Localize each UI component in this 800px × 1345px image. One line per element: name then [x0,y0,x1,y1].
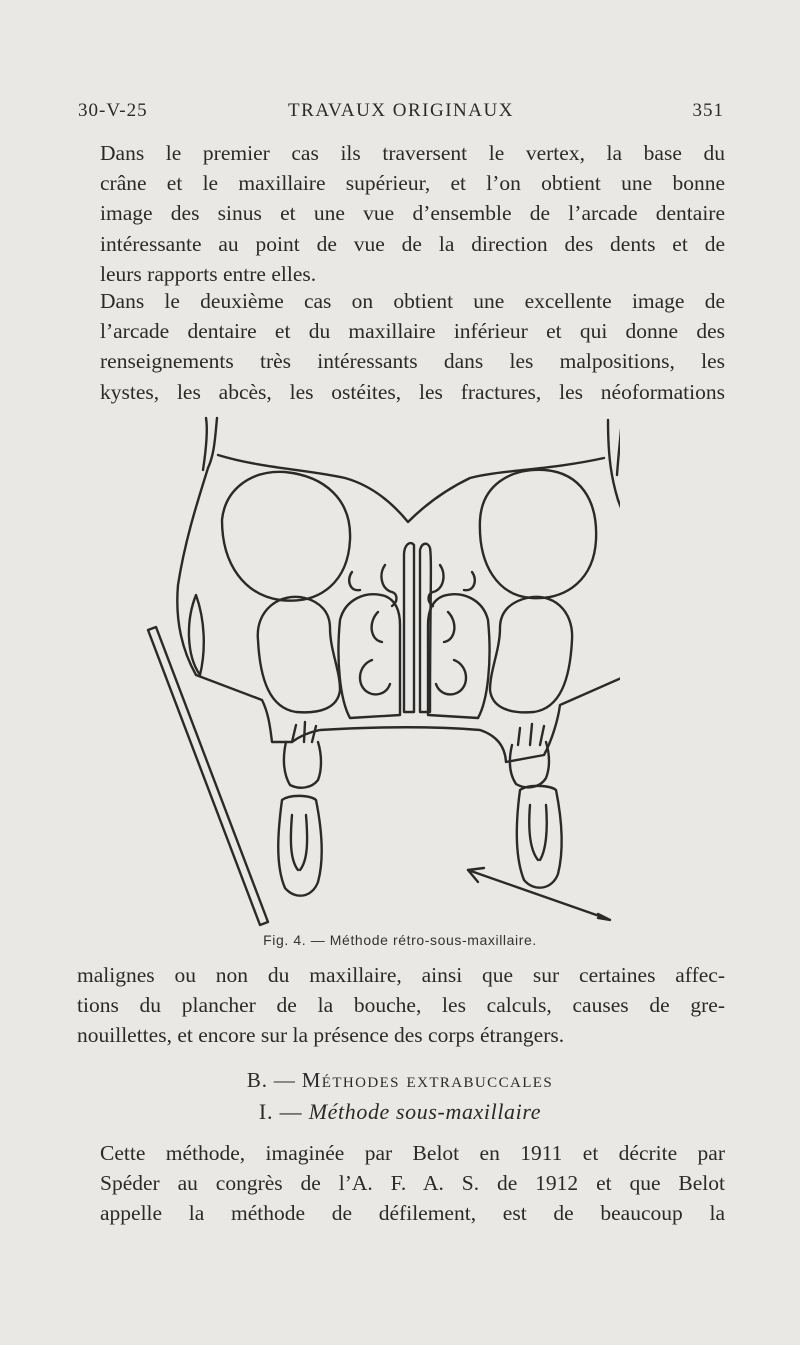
text-line: appelle la méthode de défilement, est de beaucoup la [100,1201,725,1226]
left-upper-tooth [284,742,321,788]
section-heading-b [0,1068,800,1093]
section-heading-i [0,1099,800,1125]
right-upper-tooth-roots [518,724,544,745]
header-date: 30-V-25 [78,100,148,121]
right-upper-tooth [510,742,549,787]
left-lower-tooth-canal [291,815,307,870]
paragraph-1 [77,138,725,289]
brow-line [218,455,604,522]
text-line: Dans le premier cas ils traversent le vertex, la base du [100,141,725,165]
left-maxillary-sinus [258,597,340,713]
text-line: image des sinus et une vue d’ensemble de l’arcade dentaire [100,201,725,226]
text-line: Spéder au congrès de l’A. F. A. S. de 1912 et que Belot [100,1171,725,1196]
left-turbinate-upper [381,565,396,606]
right-maxillary-sinus [490,597,572,713]
skull-cross-section-figure [140,410,620,930]
text-line: nouillettes, et encore sur la présence des corps étrangers. [77,1023,565,1048]
text-line: crâne et le maxillaire supérieur, et l’on obtient une bonne [100,171,725,196]
ray-arrow-tail [598,914,610,920]
text-line: leurs rapports entre elles. [100,261,317,286]
text-line: intéressante au point de vue de la direction des dents et de [100,231,725,256]
nasal-septum-right [420,544,431,712]
ray-arrow [468,870,605,918]
section-prefix: B. — [246,1068,296,1092]
right-turbinate-middle [444,612,454,642]
right-lower-tooth [517,786,562,888]
page-number: 351 [692,100,724,121]
paragraph-2 [77,286,725,407]
right-ethmoid-scroll [464,572,475,590]
section-title: Méthode sous-maxillaire [308,1099,542,1124]
section-prefix: I. — [258,1099,303,1124]
left-ethmoid-scroll [349,572,360,590]
section-title: Méthodes extrabuccales [301,1068,554,1092]
right-lower-tooth-canal [529,805,546,860]
text-line: kystes, les abcès, les ostéites, les fractures, les néoformations [100,379,725,404]
film-plate [148,627,268,925]
paragraph-4 [77,1138,725,1229]
left-turbinate-middle [372,612,382,642]
left-turbinate-lower [360,660,390,694]
text-line: l’arcade dentaire et du maxillaire inférieur et qui donne des [100,319,725,344]
skull-right-edge [617,420,620,475]
figure-caption: Fig. 4. — Méthode rétro-sous-maxillaire. [263,932,537,948]
text-line: malignes ou non du maxillaire, ainsi que sur certaines affec- [77,963,725,987]
nasal-cavity [338,594,400,718]
header-title: TRAVAUX ORIGINAUX [288,100,514,121]
right-turbinate-lower [436,660,466,694]
skull-left-edge [203,418,207,470]
text-line: tions du plancher de la bouche, les calculs, causes de gre- [77,993,725,1018]
right-orbit [480,470,596,598]
text-line: Cette méthode, imaginée par Belot en 1911 et décrite par [100,1141,725,1165]
nasal-septum [404,543,414,712]
nasal-cavity-right [428,594,490,718]
left-orbit [222,472,350,601]
text-line: Dans le deuxième cas on obtient une excellente image de [100,289,725,313]
text-line: renseignements très intéressants dans les malpositions, les [100,349,725,374]
left-lower-tooth [278,796,321,896]
paragraph-3 [77,960,725,1051]
skull-outline [177,418,620,762]
